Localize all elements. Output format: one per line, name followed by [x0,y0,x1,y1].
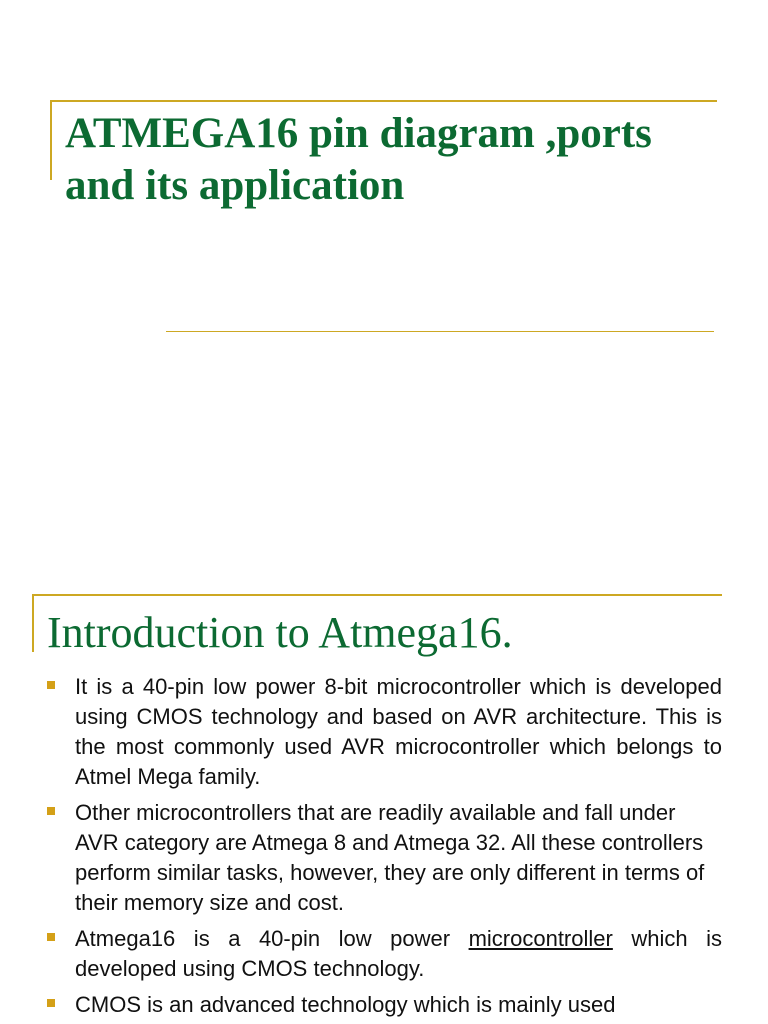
bullet-text: CMOS is an advanced technology which is mainly used [75,992,616,1017]
bullet-text: It is a 40-pin low power 8-bit microcontroller which is developed using CMOS technology and based on AVR architecture. This is the most commonly used AVR microcontroller which belongs to Atmel Mega family. [75,674,722,789]
square-bullet-icon [47,681,55,689]
bullet-list [44,672,722,1024]
microcontroller-link[interactable]: microcontroller [468,926,613,951]
title-frame-top-rule [50,100,717,102]
slide-title: Introduction to Atmega16. [47,608,513,657]
bullet-item [44,990,722,1020]
intro-slide [0,580,768,1024]
square-bullet-icon [47,933,55,941]
bullet-item [44,798,722,918]
slide-frame-left-rule [32,594,34,652]
bullet-text [75,924,722,984]
square-bullet-icon [47,999,55,1007]
slide-frame-top-rule [32,594,722,596]
bullet-item [44,672,722,792]
square-bullet-icon [47,807,55,815]
bullet-item [44,924,722,984]
presentation-title: ATMEGA16 pin diagram ,ports and its application [65,110,652,209]
bullet-text-end: which is developed using CMOS technology. [75,926,723,981]
title-frame-left-rule [50,100,52,180]
bullet-text: Other microcontrollers that are readily available and fall under AVR category are Atmega 8 and Atmega 32. All these controllers perform similar tasks, however, they are only different in terms of their memory size and cost. [75,800,705,915]
bullet-text-start: Atmega16 is a 40-pin low power [75,926,469,951]
subtitle-divider [166,331,714,332]
